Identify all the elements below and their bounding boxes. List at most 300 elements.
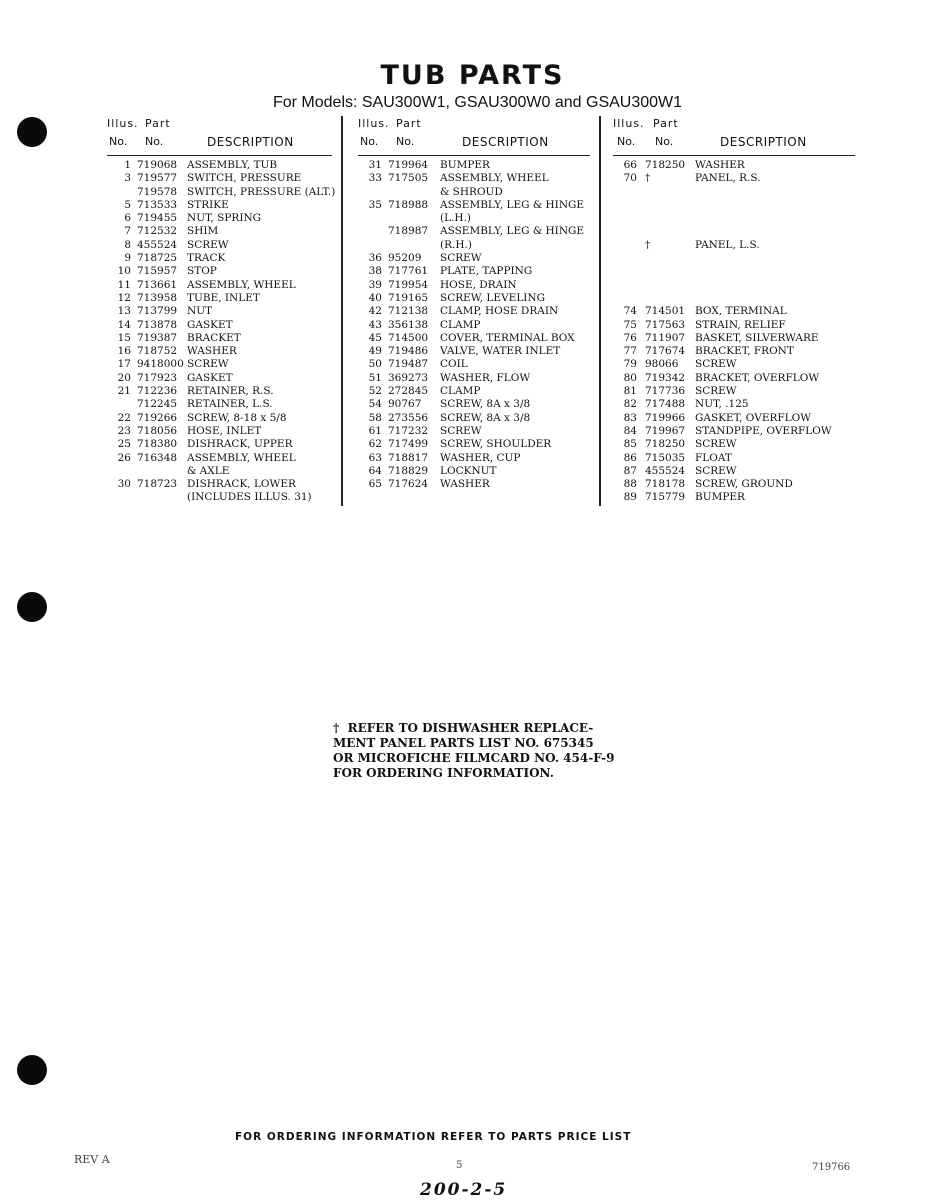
part-description: RETAINER, L.S.	[187, 398, 273, 411]
part-number: 712236	[137, 385, 178, 398]
part-description: GASKET, OVERFLOW	[695, 411, 812, 424]
part-number: 717232	[388, 424, 429, 437]
header-illus: Illus.	[358, 117, 390, 130]
table-row	[107, 185, 336, 199]
part-number: 98066	[645, 358, 679, 371]
header-description: DESCRIPTION	[462, 135, 549, 149]
part-description: & AXLE	[187, 464, 230, 477]
part-description: ASSEMBLY, LEG & HINGE	[440, 225, 585, 238]
column-header	[107, 117, 332, 155]
header-rule	[358, 155, 590, 156]
parts-column-3	[613, 117, 855, 505]
illus-number: 14	[117, 318, 131, 331]
table-row	[358, 438, 590, 451]
part-description: (R.H.)	[440, 238, 472, 251]
part-number: 719954	[388, 278, 429, 291]
table-row	[107, 425, 332, 438]
part-description: SCREW	[695, 438, 737, 451]
table-row	[107, 465, 332, 478]
parts-column-2	[358, 117, 590, 491]
table-row	[358, 478, 590, 491]
illus-number: 66	[623, 159, 637, 171]
part-number: 715957	[137, 265, 178, 278]
table-row	[613, 199, 855, 212]
table-row	[358, 345, 590, 358]
part-number: 90767	[388, 398, 422, 411]
part-number: 712532	[137, 225, 178, 238]
illus-number: 82	[623, 398, 637, 411]
part-description: GASKET	[187, 371, 233, 384]
part-description: SCREW, 8A x 3/8	[440, 411, 531, 424]
part-description: FLOAT	[695, 451, 732, 464]
illus-number: 89	[623, 491, 637, 504]
part-number: 719577	[137, 172, 178, 185]
table-row	[613, 265, 855, 278]
part-number: 717499	[388, 438, 429, 451]
header-illus-no: No.	[617, 135, 636, 148]
illus-number: 50	[368, 358, 382, 371]
table-row	[613, 292, 855, 305]
table-row	[358, 199, 590, 212]
part-number: 712245	[137, 398, 178, 411]
page-number: 5	[456, 1160, 463, 1171]
part-number: 719165	[388, 291, 429, 304]
part-description: WASHER, FLOW	[440, 371, 531, 384]
illus-number: 45	[368, 331, 382, 344]
illus-number: 51	[368, 371, 382, 384]
models-subtitle: For Models: SAU300W1, GSAU300W0 and GSAU300W1	[272, 94, 683, 111]
part-description: CLAMP, HOSE DRAIN	[440, 305, 559, 318]
column-header	[613, 117, 855, 155]
part-description: LOCKNUT	[440, 464, 497, 477]
table-row	[613, 239, 855, 252]
part-description: BRACKET, OVERFLOW	[695, 371, 820, 384]
illus-number: 13	[117, 305, 131, 318]
parts-list	[613, 159, 855, 505]
table-row	[613, 385, 855, 398]
column-divider-2	[599, 116, 601, 506]
table-row	[107, 358, 332, 371]
part-description: VALVE, WATER INLET	[440, 345, 561, 358]
table-row	[613, 186, 855, 199]
table-row	[613, 478, 855, 491]
table-row	[613, 319, 855, 332]
illus-number: 70	[623, 172, 637, 185]
part-description: BRACKET	[187, 331, 241, 344]
table-row	[613, 372, 855, 385]
table-row	[107, 452, 332, 465]
table-row	[107, 478, 332, 491]
part-description: PLATE, TAPPING	[440, 265, 533, 278]
part-number: 719966	[645, 411, 686, 424]
part-description: TUBE, INLET	[187, 291, 260, 304]
illus-number: 79	[623, 358, 637, 371]
illus-number: 1	[124, 159, 131, 171]
illus-number: 62	[368, 438, 382, 451]
part-number: 719487	[388, 358, 429, 371]
footer-instruction: FOR ORDERING INFORMATION REFER TO PARTS PRICE LIST	[235, 1131, 632, 1143]
parts-list	[358, 159, 590, 491]
table-row	[358, 425, 590, 438]
illus-number: 8	[124, 238, 131, 251]
revision-label: REV A	[74, 1153, 110, 1166]
part-description: PANEL, L.S.	[695, 238, 760, 251]
illus-number: 3	[124, 172, 131, 185]
part-description: SCREW, 8-18 x 5/8	[187, 411, 287, 424]
part-description: GASKET	[187, 318, 233, 331]
illus-number: 39	[368, 278, 382, 291]
header-illus-no: No.	[360, 135, 379, 148]
part-number: 714501	[645, 305, 686, 318]
table-row	[613, 305, 855, 318]
illus-number: 35	[368, 198, 382, 211]
header-part: Part	[145, 117, 171, 130]
part-description: SHIM	[187, 225, 219, 238]
part-description: SCREW	[187, 238, 229, 251]
illus-number: 30	[117, 478, 131, 491]
part-description: HOSE, INLET	[187, 424, 262, 437]
part-number: 717563	[645, 318, 686, 331]
part-number: 719486	[388, 345, 429, 358]
table-row	[358, 265, 590, 278]
part-number: 718752	[137, 345, 178, 358]
part-number: 717923	[137, 371, 178, 384]
illus-number: 40	[368, 291, 382, 304]
table-row	[613, 452, 855, 465]
part-number: 718988	[388, 198, 429, 211]
part-description: SCREW, LEVELING	[440, 291, 546, 304]
illus-number: 21	[117, 385, 131, 398]
table-row	[358, 412, 590, 425]
table-row	[107, 412, 332, 425]
header-part: Part	[653, 117, 679, 130]
parts-list	[107, 159, 336, 505]
table-row	[358, 305, 590, 318]
part-description: ASSEMBLY, TUB	[187, 159, 278, 171]
table-row	[613, 425, 855, 438]
illus-number: 36	[368, 252, 382, 265]
part-description: COVER, TERMINAL BOX	[440, 331, 575, 344]
part-number: 719455	[137, 212, 178, 225]
table-row	[358, 385, 590, 398]
part-number: 719964	[388, 159, 429, 171]
part-number: 719578	[137, 185, 178, 198]
table-row	[107, 319, 332, 332]
part-description: DISHRACK, LOWER	[187, 478, 296, 491]
illus-number: 31	[368, 159, 382, 171]
part-number: 718723	[137, 478, 178, 491]
table-row	[358, 225, 590, 238]
table-row	[613, 491, 855, 504]
illus-number: 61	[368, 424, 382, 437]
table-row	[358, 452, 590, 465]
illus-number: 86	[623, 451, 637, 464]
header-description: DESCRIPTION	[720, 135, 807, 149]
illus-number: 52	[368, 385, 382, 398]
part-number: 713799	[137, 305, 178, 318]
header-illus: Illus.	[107, 117, 139, 130]
table-row	[358, 172, 590, 185]
part-description: ASSEMBLY, WHEEL	[187, 278, 296, 291]
part-number: 717505	[388, 172, 429, 185]
illus-number: 87	[623, 464, 637, 477]
illus-number: 6	[124, 212, 131, 225]
illus-number: 10	[117, 265, 131, 278]
table-row	[358, 372, 590, 385]
illus-number: 75	[623, 318, 637, 331]
illus-number: 20	[117, 371, 131, 384]
part-description: BUMPER	[440, 159, 490, 171]
header-rule	[613, 155, 855, 156]
illus-number: 5	[124, 198, 131, 211]
table-row	[613, 438, 855, 451]
illus-number: 11	[117, 278, 131, 291]
part-number: 717674	[645, 345, 686, 358]
table-row	[107, 372, 332, 385]
part-description: SCREW	[187, 358, 229, 371]
part-description: ASSEMBLY, WHEEL	[440, 172, 549, 185]
table-row	[358, 252, 590, 265]
part-description: BUMPER	[695, 491, 745, 504]
table-row	[613, 412, 855, 425]
table-row	[358, 159, 590, 172]
part-description: NUT	[187, 305, 213, 318]
part-description: (L.H.)	[440, 212, 471, 225]
part-description: TRACK	[187, 252, 226, 265]
part-number: 719387	[137, 331, 178, 344]
part-number: 713533	[137, 198, 178, 211]
part-description: NUT, .125	[695, 398, 749, 411]
table-row	[358, 398, 590, 411]
table-row	[107, 332, 332, 345]
part-number: 273556	[388, 411, 429, 424]
part-description: NUT, SPRING	[187, 212, 262, 225]
table-row	[358, 186, 590, 199]
illus-number: 9	[124, 252, 131, 265]
part-description: DISHRACK, UPPER	[187, 438, 293, 451]
illus-number: 23	[117, 424, 131, 437]
part-number: 718987	[388, 225, 429, 238]
part-number: 716348	[137, 451, 178, 464]
part-number: 455524	[645, 464, 686, 477]
part-number: 717488	[645, 398, 686, 411]
handwritten-annotation: 200-2-5	[420, 1180, 508, 1200]
part-number: 718250	[645, 438, 686, 451]
part-description: WASHER	[187, 345, 237, 358]
part-description: STRAIN, RELIEF	[695, 318, 786, 331]
part-number: 95209	[388, 252, 422, 265]
part-description: SWITCH, PRESSURE	[187, 172, 302, 185]
part-number: 369273	[388, 371, 429, 384]
illus-number: 64	[368, 464, 382, 477]
part-description: BRACKET, FRONT	[695, 345, 794, 358]
part-description: SCREW	[695, 385, 737, 398]
table-row	[107, 345, 332, 358]
illus-number: 26	[117, 451, 131, 464]
part-description: SCREW	[695, 358, 737, 371]
illus-number: 58	[368, 411, 382, 424]
illus-number: 83	[623, 411, 637, 424]
part-number: 711907	[645, 331, 686, 344]
header-illus-no: No.	[109, 135, 128, 148]
part-number: 715779	[645, 491, 686, 504]
part-number: 356138	[388, 318, 429, 331]
header-part: Part	[396, 117, 422, 130]
illus-number: 85	[623, 438, 637, 451]
part-number: 718380	[137, 438, 178, 451]
part-number: 719068	[137, 159, 178, 171]
part-number: 718725	[137, 252, 178, 265]
part-number: 719266	[137, 411, 178, 424]
part-number: 713661	[137, 278, 178, 291]
column-divider-1	[341, 116, 343, 506]
table-row	[358, 319, 590, 332]
illus-number: 16	[117, 345, 131, 358]
part-description: SCREW, 8A x 3/8	[440, 398, 531, 411]
part-description: BOX, TERMINAL	[695, 305, 787, 318]
table-row	[107, 385, 332, 398]
part-description: STOP	[187, 265, 217, 278]
part-number: 717624	[388, 478, 429, 491]
table-row	[107, 265, 332, 278]
binder-hole-top	[17, 117, 47, 147]
part-description: ASSEMBLY, WHEEL	[187, 451, 296, 464]
table-row	[358, 358, 590, 371]
part-description: SCREW	[440, 252, 482, 265]
part-description: WASHER, CUP	[440, 451, 521, 464]
part-number: †	[645, 238, 651, 251]
illus-number: 54	[368, 398, 382, 411]
illus-number: 80	[623, 371, 637, 384]
table-row	[613, 252, 855, 265]
illus-number: 22	[117, 411, 131, 424]
part-description: CLAMP	[440, 318, 481, 331]
part-description: SCREW	[440, 424, 482, 437]
part-description: CLAMP	[440, 385, 481, 398]
illus-number: 43	[368, 318, 382, 331]
part-description: STRIKE	[187, 198, 229, 211]
table-row	[107, 212, 332, 225]
table-row	[107, 225, 332, 238]
part-number: 718056	[137, 424, 178, 437]
part-number: 718178	[645, 478, 686, 491]
table-row	[107, 279, 332, 292]
part-number: 718250	[645, 159, 686, 171]
table-row	[107, 199, 332, 212]
column-header	[358, 117, 590, 155]
table-row	[107, 398, 332, 411]
illus-number: 7	[124, 225, 131, 238]
table-row	[358, 212, 590, 225]
header-description: DESCRIPTION	[207, 135, 294, 149]
header-part-no: No.	[655, 135, 674, 148]
part-number: 9418000	[137, 358, 184, 371]
illus-number: 74	[623, 305, 637, 318]
part-description: SCREW, SHOULDER	[440, 438, 552, 451]
part-number: 719342	[645, 371, 686, 384]
part-number: 455524	[137, 238, 178, 251]
illus-number: 17	[117, 358, 131, 371]
part-number: †	[645, 172, 651, 185]
illus-number: 88	[623, 478, 637, 491]
part-description: & SHROUD	[440, 185, 503, 198]
part-number: 712138	[388, 305, 429, 318]
illus-number: 76	[623, 331, 637, 344]
table-row	[613, 159, 855, 172]
table-row	[358, 239, 590, 252]
page-title: TUB PARTS	[380, 60, 565, 91]
parts-column-1	[107, 117, 336, 505]
table-row	[107, 305, 332, 318]
illus-number: 77	[623, 345, 637, 358]
part-description: PANEL, R.S.	[695, 172, 761, 185]
table-row	[107, 252, 332, 265]
part-description: SCREW, GROUND	[695, 478, 793, 491]
table-row	[107, 438, 332, 451]
header-rule	[107, 155, 332, 156]
part-description: STANDPIPE, OVERFLOW	[695, 424, 832, 437]
table-row	[107, 239, 332, 252]
illus-number: 33	[368, 172, 382, 185]
illus-number: 42	[368, 305, 382, 318]
table-row	[107, 292, 332, 305]
part-description: SCREW	[695, 464, 737, 477]
part-number: 713958	[137, 291, 178, 304]
illus-number: 25	[117, 438, 131, 451]
part-description: ASSEMBLY, LEG & HINGE	[440, 198, 585, 211]
part-description: RETAINER, R.S.	[187, 385, 274, 398]
table-row	[358, 292, 590, 305]
part-number: 717761	[388, 265, 429, 278]
table-row	[613, 332, 855, 345]
part-description: BASKET, SILVERWARE	[695, 331, 819, 344]
illus-number: 81	[623, 385, 637, 398]
part-description: COIL	[440, 358, 468, 371]
table-row	[613, 465, 855, 478]
part-description: WASHER	[440, 478, 490, 491]
part-description: HOSE, DRAIN	[440, 278, 517, 291]
part-number: 714500	[388, 331, 429, 344]
illus-number: 38	[368, 265, 382, 278]
illus-number: 84	[623, 424, 637, 437]
illus-number: 65	[368, 478, 382, 491]
binder-hole-bottom	[17, 1055, 47, 1085]
part-number: 717736	[645, 385, 686, 398]
illus-number: 63	[368, 451, 382, 464]
table-row	[613, 212, 855, 225]
part-number: 713878	[137, 318, 178, 331]
table-row	[613, 279, 855, 292]
table-row	[613, 358, 855, 371]
illus-number: 49	[368, 345, 382, 358]
binder-hole-middle	[17, 592, 47, 622]
table-row	[613, 225, 855, 238]
table-row	[613, 345, 855, 358]
table-row	[613, 172, 855, 185]
table-row	[107, 159, 332, 172]
table-row	[613, 398, 855, 411]
header-illus: Illus.	[613, 117, 645, 130]
table-row	[358, 465, 590, 478]
part-description: (INCLUDES ILLUS. 31)	[187, 491, 312, 504]
table-row	[358, 279, 590, 292]
table-row	[107, 491, 332, 504]
part-description: WASHER	[695, 159, 745, 171]
part-number: 715035	[645, 451, 686, 464]
document-code: 719766	[812, 1162, 851, 1173]
table-row	[107, 172, 332, 185]
ordering-note: † REFER TO DISHWASHER REPLACE- MENT PANEL PARTS LIST NO. 675345 OR MICROFICHE FILMCARD NO. 454-F-9 FOR ORDERING INFORMATION.	[333, 721, 615, 780]
